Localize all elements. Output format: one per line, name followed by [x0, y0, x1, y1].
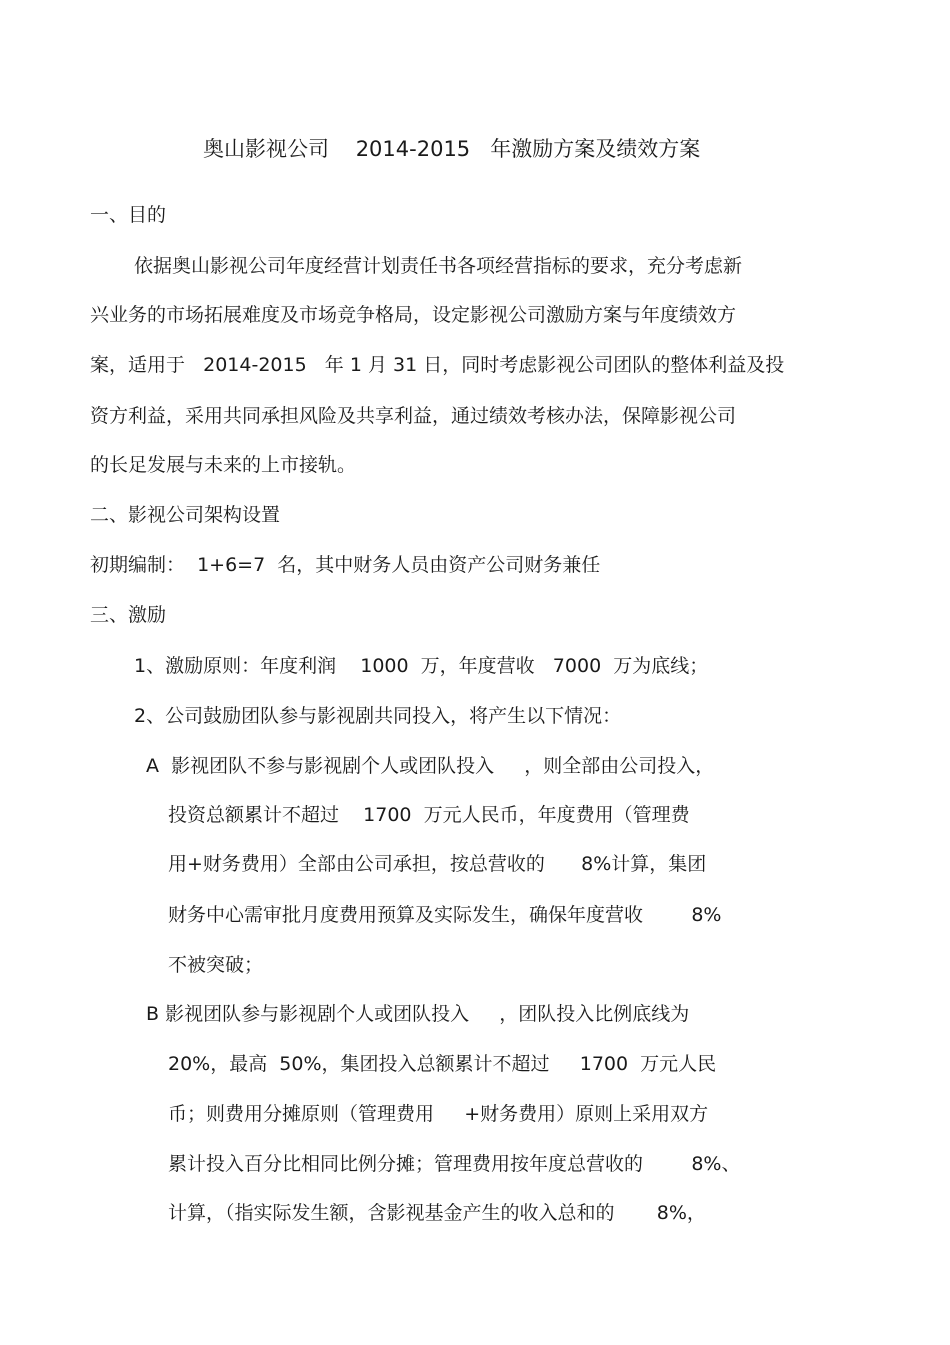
- paragraph-line: 计算，（指实际发生额，含影视基金产生的收入总和的 8%，: [168, 1202, 706, 1224]
- section-heading-structure: 二、影视公司架构设置: [90, 504, 281, 526]
- paragraph-line: 投资总额累计不超过 1700 万元人民币，年度费用（管理费: [168, 804, 690, 826]
- paragraph-line: 资方利益，采用共同承担风险及共享利益，通过绩效考核办法，保障影视公司: [90, 405, 737, 427]
- paragraph-line: 案，适用于 2014-2015 年 1 月 31 日，同时考虑影视公司团队的整体利益及投: [90, 354, 785, 376]
- list-item: 1、激励原则：年度利润 1000 万，年度营收 7000 万为底线；: [134, 655, 709, 677]
- list-item: 2、公司鼓励团队参与影视剧共同投入，将产生以下情况：: [134, 705, 622, 727]
- paragraph-line: 财务中心需审批月度费用预算及实际发生，确保年度营收 8%: [168, 904, 722, 926]
- paragraph-line: 不被突破；: [168, 954, 264, 976]
- paragraph-line: 初期编制： 1+6=7 名，其中财务人员由资产公司财务兼任: [90, 554, 601, 576]
- paragraph-line: 的长足发展与未来的上市接轨。: [90, 454, 357, 476]
- paragraph-line: 用+财务费用）全部由公司承担，按总营收的 8%计算，集团: [168, 853, 707, 875]
- sub-item-b: B 影视团队参与影视剧个人或团队投入 ，团队投入比例底线为: [146, 1003, 690, 1025]
- paragraph-line: 币；则费用分摊原则（管理费用 +财务费用）原则上采用双方: [168, 1103, 709, 1125]
- paragraph-line: 累计投入百分比相同比例分摊；管理费用按年度总营收的 8%、: [168, 1153, 741, 1175]
- document-title: 奥山影视公司 2014-2015 年激励方案及绩效方案: [203, 137, 701, 161]
- sub-item-a: A 影视团队不参与影视剧个人或团队投入 ，则全部由公司投入，: [146, 755, 715, 777]
- paragraph-line: 20%，最高 50%，集团投入总额累计不超过 1700 万元人民: [168, 1053, 717, 1075]
- section-heading-purpose: 一、目的: [90, 204, 167, 226]
- paragraph-line: 兴业务的市场拓展难度及市场竞争格局，设定影视公司激励方案与年度绩效方: [90, 304, 737, 326]
- section-heading-incentive: 三、激励: [90, 604, 167, 626]
- paragraph-line: 依据奥山影视公司年度经营计划责任书各项经营指标的要求，充分考虑新: [134, 255, 743, 277]
